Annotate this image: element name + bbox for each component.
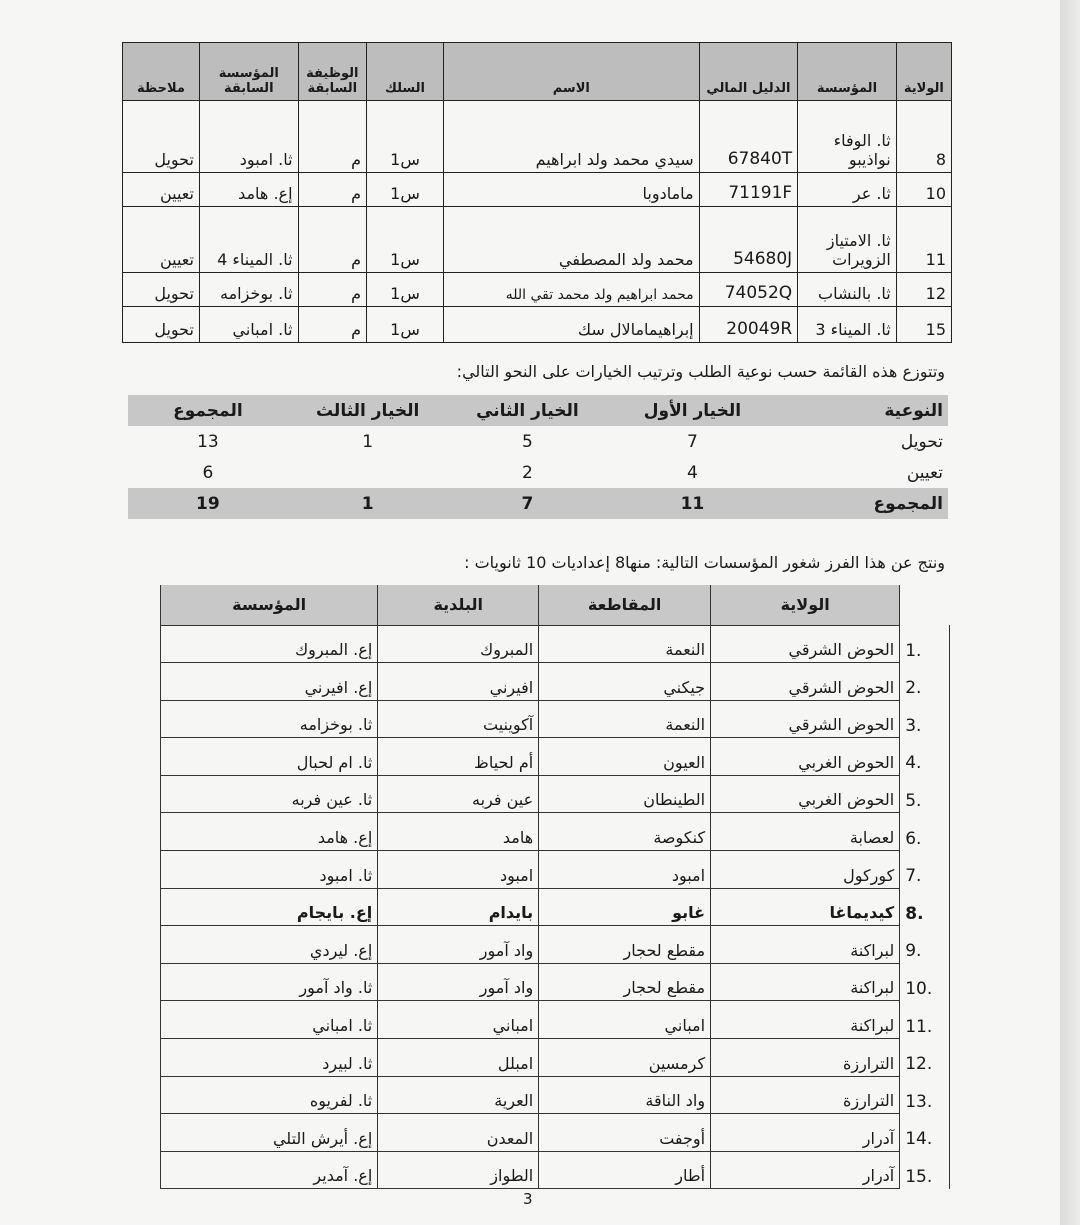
table-row: [161, 1114, 950, 1152]
cell-commune: الطواز: [378, 1151, 539, 1189]
header-moughataa: المقاطعة: [539, 585, 711, 625]
cell-choice-2: 2: [521, 462, 533, 483]
cell-wilaya: الحوض الغربي: [711, 738, 900, 776]
cell-wilaya: كيديماغا: [711, 888, 900, 926]
header-type: النوعية: [778, 395, 948, 426]
cell-total: 13: [197, 431, 219, 452]
cell-corps: س1: [367, 307, 444, 343]
cell-name: محمد ولد المصطفي: [443, 207, 699, 273]
header-wilaya: الولاية: [896, 43, 951, 101]
cell-wilaya: الحوض الغربي: [711, 775, 900, 813]
cell-function: م: [298, 307, 367, 343]
cell-wilaya: لبراكنة: [711, 1001, 900, 1039]
cell-commune: بايدام: [378, 888, 539, 926]
cell-institution: ثا. بالنشاب: [798, 273, 897, 307]
cell-note: تعيين: [123, 173, 200, 207]
cell-type: تحويل: [900, 431, 943, 452]
cell-moughataa: امباني: [539, 1001, 711, 1039]
cell-institution: إع. آمدير: [161, 1151, 378, 1189]
cell-choice-1: 7: [687, 431, 698, 452]
cell-guide: 54680J: [699, 207, 798, 273]
cell-institution: ثا. لبيرد: [161, 1039, 378, 1077]
cell-wilaya: الترارزة: [711, 1076, 900, 1114]
cell-index: 6.: [900, 813, 950, 851]
cell-function: م: [298, 173, 367, 207]
cell-guide: 20049R: [699, 307, 798, 343]
cell-index: 11.: [900, 1001, 950, 1039]
cell-prev-institution: ثا. امبود: [199, 101, 298, 173]
cell-wilaya: 12: [896, 273, 951, 307]
table-row: [161, 813, 950, 851]
summary-row: [128, 457, 948, 488]
cell-wilaya: الحوض الشرقي: [711, 663, 900, 701]
cell-moughataa: امبود: [539, 851, 711, 889]
cell-institution: إع. ليردي: [161, 926, 378, 964]
cell-choice-2: 5: [521, 431, 533, 452]
cell-moughataa: النعمة: [539, 625, 711, 663]
header-index: [900, 585, 950, 625]
cell-function: م: [298, 273, 367, 307]
table-row: [161, 663, 950, 701]
header-financial-guide: الدليل المالي: [699, 43, 798, 101]
cell-moughataa: أطار: [539, 1151, 711, 1189]
summary-total-row: [128, 488, 948, 519]
cell-index: 10.: [900, 963, 950, 1001]
cell-total-label: المجموع: [778, 488, 948, 519]
cell-guide: 71191F: [699, 173, 798, 207]
cell-prev-institution: ثا. الميناء 4: [199, 207, 298, 273]
cell-moughataa: كنكوصة: [539, 813, 711, 851]
vacancies-body: [161, 625, 950, 1189]
header-name: الاسم: [443, 43, 699, 101]
cell-institution: إع. المبروك: [161, 625, 378, 663]
header-prev-institution: المؤسسة السابقة: [199, 43, 298, 101]
header-note: ملاحظة: [123, 43, 200, 101]
cell-institution: إع. افيرني: [161, 663, 378, 701]
table-row: [161, 738, 950, 776]
cell-commune: عين فربه: [378, 775, 539, 813]
table-row: [123, 273, 952, 307]
cell-wilaya: الترارزة: [711, 1039, 900, 1077]
cell-guide: 67840T: [699, 101, 798, 173]
table-row: [161, 1151, 950, 1189]
table-row: [161, 926, 950, 964]
cell-moughataa: واد الناقة: [539, 1076, 711, 1114]
table-row: [161, 963, 950, 1001]
cell-function: م: [298, 207, 367, 273]
cell-grand-total: 19: [128, 488, 288, 519]
cell-commune: آكوينيت: [378, 700, 539, 738]
vacancies-table: [160, 585, 950, 1189]
cell-commune: افيرني: [378, 663, 539, 701]
cell-note: تحويل: [123, 307, 200, 343]
cell-moughataa: العيون: [539, 738, 711, 776]
cell-institution: ثا. بوخزامه: [161, 700, 378, 738]
cell-name: مامادوبا: [443, 173, 699, 207]
page-number: 3: [523, 1190, 533, 1208]
staff-table-header: [123, 43, 952, 101]
cell-institution: إع. بايجام: [161, 888, 378, 926]
table-row: [123, 307, 952, 343]
cell-commune: أم لحياظ: [378, 738, 539, 776]
cell-index: 14.: [900, 1114, 950, 1152]
cell-name: سيدي محمد ولد ابراهيم: [443, 101, 699, 173]
cell-wilaya: 15: [896, 307, 951, 343]
cell-commune: هامد: [378, 813, 539, 851]
cell-institution: ثا. امباني: [161, 1001, 378, 1039]
cell-wilaya: كوركول: [711, 851, 900, 889]
cell-moughataa: مقطع لحجار: [539, 926, 711, 964]
table-row: [123, 207, 952, 273]
staff-table: [122, 42, 952, 343]
cell-type: تعيين: [906, 462, 943, 483]
cell-guide: 74052Q: [699, 273, 798, 307]
cell-index: 1.: [900, 625, 950, 663]
cell-index: 2.: [900, 663, 950, 701]
cell-index: 7.: [900, 851, 950, 889]
cell-wilaya: 10: [896, 173, 951, 207]
cell-wilaya: آدرار: [711, 1151, 900, 1189]
cell-commune: امبود: [378, 851, 539, 889]
cell-institution: ثا. ام لحبال: [161, 738, 378, 776]
cell-index: 3.: [900, 700, 950, 738]
cell-moughataa: كرمسين: [539, 1039, 711, 1077]
header-corps: السلك: [367, 43, 444, 101]
cell-total: 6: [202, 462, 214, 483]
header-choice-3: الخيار الثالث: [288, 395, 448, 426]
cell-function: م: [298, 101, 367, 173]
cell-index: 5.: [900, 775, 950, 813]
summary-table: [128, 395, 948, 519]
cell-index: 15.: [900, 1151, 950, 1189]
cell-wilaya: 8: [896, 101, 951, 173]
header-total: المجموع: [128, 395, 288, 426]
cell-corps: س1: [367, 101, 444, 173]
cell-commune: المبروك: [378, 625, 539, 663]
cell-prev-institution: إع. هامد: [199, 173, 298, 207]
table-row: [161, 625, 950, 663]
cell-prev-institution: ثا. امباني: [199, 307, 298, 343]
table-row: [161, 1039, 950, 1077]
cell-prev-institution: ثا. بوخزامه: [199, 273, 298, 307]
header-choice-1: الخيار الأول: [607, 395, 777, 426]
cell-total-choice-3: 1: [288, 488, 448, 519]
cell-note: تحويل: [123, 273, 200, 307]
cell-wilaya: لعصابة: [711, 813, 900, 851]
page-edge: [1060, 0, 1080, 1225]
table-row: [161, 888, 950, 926]
cell-institution: ثا. واد آمور: [161, 963, 378, 1001]
cell-corps: س1: [367, 173, 444, 207]
cell-note: تعيين: [123, 207, 200, 273]
intro-paragraph-1: وتتوزع هذه القائمة حسب نوعية الطلب وترتيب الخيارات على النحو التالي:: [456, 362, 945, 381]
cell-moughataa: النعمة: [539, 700, 711, 738]
cell-institution: ثا. عين فربه: [161, 775, 378, 813]
table-row: [123, 173, 952, 207]
cell-wilaya: الحوض الشرقي: [711, 625, 900, 663]
cell-institution: إع. أيرش التلي: [161, 1114, 378, 1152]
summary-header: [128, 395, 948, 426]
header-institution: المؤسسة: [161, 585, 378, 625]
cell-moughataa: جيكني: [539, 663, 711, 701]
cell-wilaya: لبراكنة: [711, 926, 900, 964]
table-row: [161, 775, 950, 813]
cell-institution: ثا. الوفاء نواذيبو: [798, 101, 897, 173]
cell-institution: ثا. لفريوه: [161, 1076, 378, 1114]
table-row: [161, 700, 950, 738]
cell-institution: إع. هامد: [161, 813, 378, 851]
cell-institution: ثا. امبود: [161, 851, 378, 889]
cell-name: محمد ابراهيم ولد محمد تقي الله: [443, 273, 699, 307]
cell-choice-3: 1: [362, 431, 374, 452]
cell-commune: المعدن: [378, 1114, 539, 1152]
cell-commune: واد آمور: [378, 963, 539, 1001]
cell-wilaya: 11: [896, 207, 951, 273]
cell-index: 13.: [900, 1076, 950, 1114]
cell-corps: س1: [367, 207, 444, 273]
vacancies-header: [161, 585, 950, 625]
cell-moughataa: مقطع لحجار: [539, 963, 711, 1001]
cell-index: 12.: [900, 1039, 950, 1077]
table-row: [123, 101, 952, 173]
table-row: [161, 851, 950, 889]
cell-commune: امبلل: [378, 1039, 539, 1077]
table-row: [161, 1001, 950, 1039]
table-row: [161, 1076, 950, 1114]
cell-wilaya: لبراكنة: [711, 963, 900, 1001]
cell-index: 8.: [900, 888, 950, 926]
cell-total-choice-2: 7: [448, 488, 608, 519]
cell-corps: س1: [367, 273, 444, 307]
cell-moughataa: الطينطان: [539, 775, 711, 813]
header-prev-function: الوظيفة السابقة: [298, 43, 367, 101]
cell-moughataa: أوجفت: [539, 1114, 711, 1152]
cell-name: إبراهيمامالال سك: [443, 307, 699, 343]
cell-note: تحويل: [123, 101, 200, 173]
cell-commune: واد آمور: [378, 926, 539, 964]
cell-institution: ثا. عر: [798, 173, 897, 207]
header-institution: المؤسسة: [798, 43, 897, 101]
summary-row: [128, 426, 948, 457]
cell-commune: امباني: [378, 1001, 539, 1039]
cell-moughataa: غابو: [539, 888, 711, 926]
cell-index: 4.: [900, 738, 950, 776]
cell-institution: ثا. الميناء 3: [798, 307, 897, 343]
header-wilaya: الولاية: [711, 585, 900, 625]
cell-institution: ثا. الامتياز الزويرات: [798, 207, 897, 273]
header-commune: البلدية: [378, 585, 539, 625]
cell-wilaya: آدرار: [711, 1114, 900, 1152]
cell-choice-1: 4: [687, 462, 698, 483]
header-choice-2: الخيار الثاني: [448, 395, 608, 426]
cell-index: 9.: [900, 926, 950, 964]
cell-wilaya: الحوض الشرقي: [711, 700, 900, 738]
cell-total-choice-1: 11: [607, 488, 777, 519]
cell-commune: العرية: [378, 1076, 539, 1114]
cell-choice-3: [288, 457, 448, 488]
intro-paragraph-2: ونتج عن هذا الفرز شغور المؤسسات التالية: منها8 إعداديات 10 ثانويات :: [464, 553, 945, 572]
